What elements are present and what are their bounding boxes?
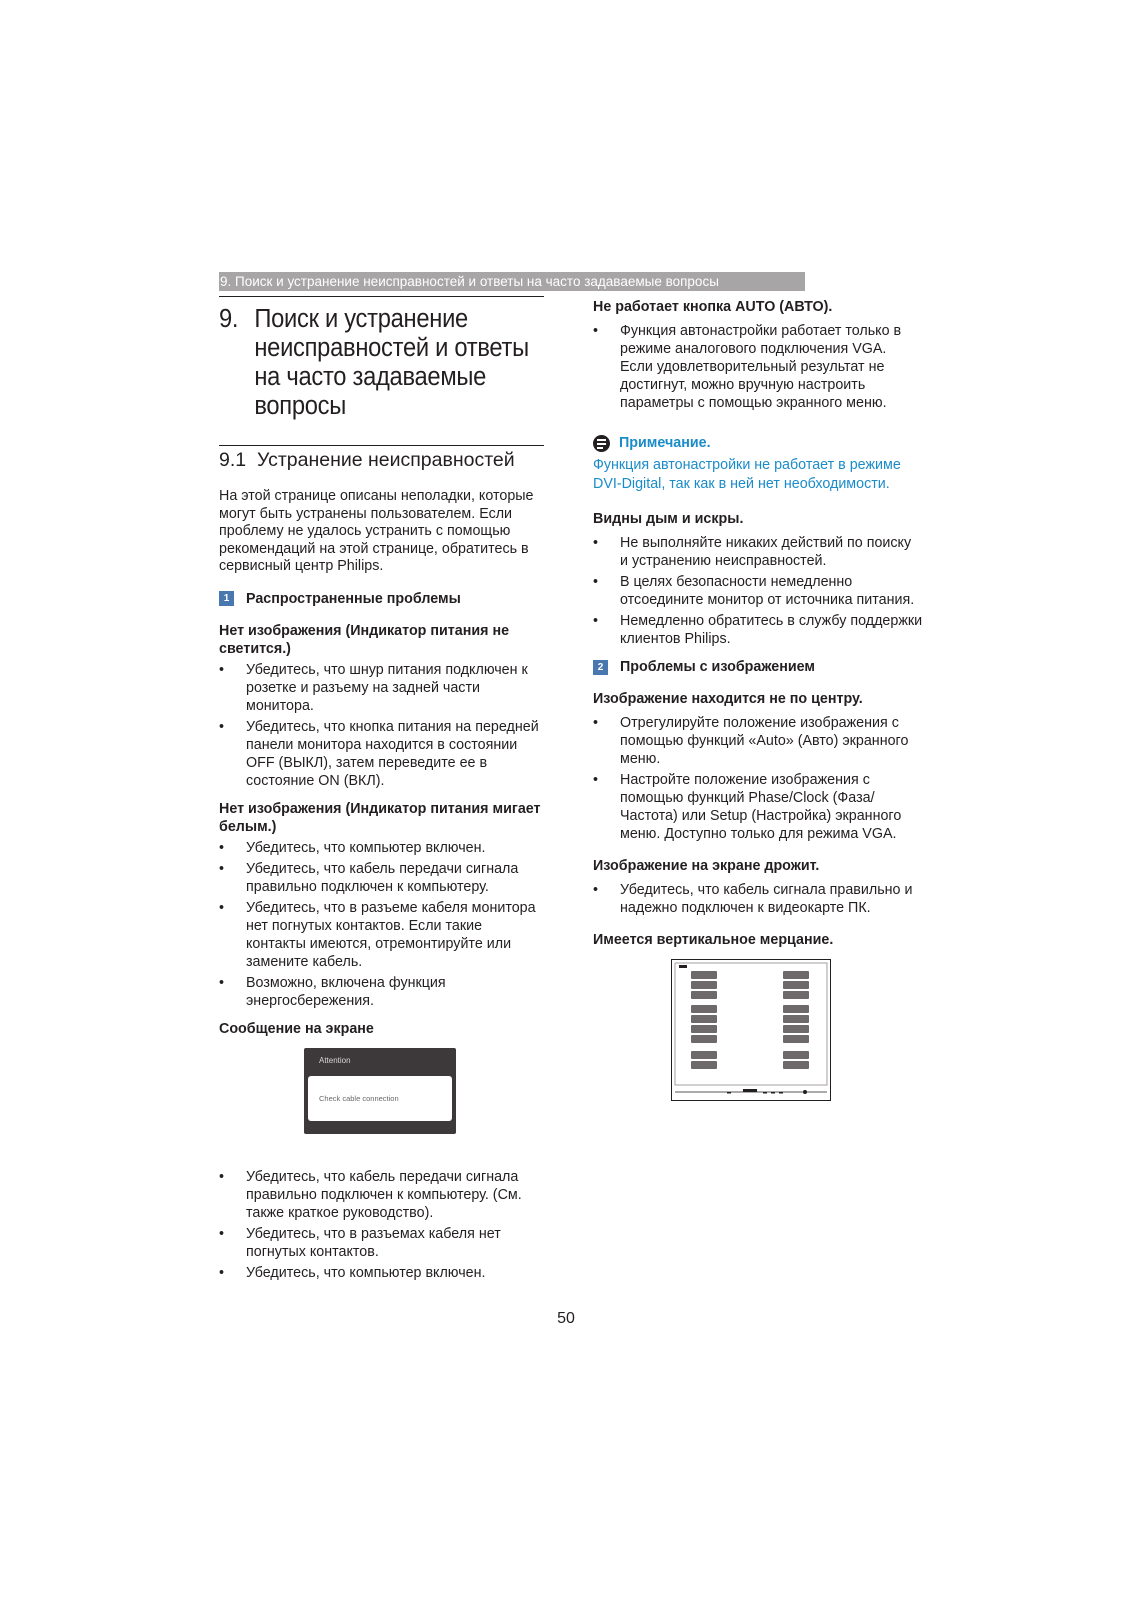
bullet: • (593, 772, 599, 788)
list-item: • Убедитесь, что кабель сигнала правильно и надежно подключен к видеокарте ПК. (593, 882, 913, 916)
question-title: Не работает кнопка AUTO (АВТО). (593, 299, 833, 315)
question-title: Нет изображения (Индикатор питания мигает белым.) (219, 800, 541, 835)
section-title-text: Устранение неисправностей (257, 449, 515, 471)
note-title: Примечание. (619, 435, 711, 451)
bullet-list (593, 322, 923, 412)
question-title: Имеется вертикальное мерцание. (593, 932, 834, 948)
bullet: • (219, 839, 225, 856)
list-item: • Функция автонастройки работает только в режиме аналогового подключения VGA. Если удовлетворительный результат не достигнут, можно вручную настроить параметры с помощью экранного меню. (593, 323, 902, 411)
list-item: • Убедитесь, что компьютер включен. (219, 1264, 486, 1281)
osd-message: Check cable connection (319, 1093, 399, 1103)
list-item: • Возможно, включена функция энергосбережения. (219, 974, 446, 1009)
right-column (593, 298, 923, 1102)
note-text: Функция автонастройки не работает в режиме DVI-Digital, так как в ней нет необходимости. (593, 457, 901, 492)
bullet-list (593, 534, 923, 648)
bullet: • (219, 1264, 225, 1281)
list-item: • Убедитесь, что кабель передачи сигнала правильно подключен к компьютеру. (См. также краткое руководство). (219, 1168, 522, 1221)
question-title: Сообщение на экране (219, 1020, 374, 1037)
bullet-list (219, 661, 544, 790)
list-item: • Убедитесь, что компьютер включен. (219, 839, 486, 856)
bullet: • (219, 1225, 225, 1242)
bullet: • (593, 535, 599, 551)
bullet-list (593, 714, 923, 843)
left-column (219, 296, 544, 1292)
question-title: Нет изображения (Индикатор питания не светится.) (219, 622, 510, 657)
bullet: • (593, 574, 599, 590)
bullet: • (219, 1168, 225, 1185)
bullet-list (219, 839, 544, 1010)
bullet: • (593, 715, 599, 731)
group2-title: Проблемы с изображением (620, 659, 816, 675)
bullet: • (593, 882, 599, 898)
bullet: • (219, 661, 225, 678)
bullet: • (219, 860, 225, 877)
list-item: • Убедитесь, что в разъеме кабеля монитора нет погнутых контактов. Если такие контакты имеются, отремонтируйте или замените кабель. (219, 899, 536, 970)
list-item: • Убедитесь, что кабель передачи сигнала правильно подключен к компьютеру. (219, 860, 519, 895)
question-title: Изображение на экране дрожит. (593, 858, 820, 874)
bullet: • (219, 718, 225, 735)
flicker-illustration (671, 959, 831, 1102)
list-item: • Убедитесь, что в разъемах кабеля нет погнутых контактов. (219, 1225, 501, 1260)
group1-title: Распространенные проблемы (246, 590, 461, 607)
section-number: 9.1 (219, 449, 247, 471)
page-number: 50 (557, 1310, 575, 1327)
bullet: • (219, 899, 225, 916)
question-title: Видны дым и искры. (593, 511, 744, 527)
running-header: 9. Поиск и устранение неисправностей и ответы на часто задаваемые вопросы (219, 272, 805, 291)
chapter-title-text: Поиск и устранение неисправностей и ответы на часто задаваемые вопросы (254, 305, 529, 420)
bullet: • (593, 323, 599, 339)
group1-badge: 1 (219, 591, 234, 606)
osd-dialog (304, 1048, 456, 1134)
bullet: • (219, 974, 225, 991)
monitor-flicker-image (671, 959, 831, 1102)
list-item: • Немедленно обратитесь в службу поддержки клиентов Philips. (593, 613, 923, 647)
list-item: • Настройте положение изображения с помощью функций Phase/Clock (Фаза/Частота) или Setup (Настройка) экранного меню. Доступно только для режима VGA. (593, 772, 902, 842)
list-item: • Убедитесь, что кнопка питания на передней панели монитора находится в состоянии OFF (ВЫКЛ), затем переведите ее в состояние ON (ВКЛ). (219, 718, 539, 789)
osd-message-box (308, 1076, 452, 1121)
list-item: • Убедитесь, что шнур питания подключен к розетке и разъему на задней части монитора. (219, 661, 528, 714)
group2-badge: 2 (593, 660, 608, 675)
bullet: • (593, 613, 599, 629)
intro-paragraph: На этой странице описаны неполадки, которые могут быть устранены пользователем. Если проблему не удалось устранить с помощью рекомендаций на этой странице, обратитесь в сервисный центр Philips. (219, 488, 534, 575)
list-item: • Отрегулируйте положение изображения с помощью функций «Auto» (Авто) экранного меню. (593, 715, 909, 767)
chapter-title (219, 297, 540, 421)
list-item: • В целях безопасности немедленно отсоедините монитор от источника питания. (593, 574, 915, 608)
bullet-list (219, 1168, 544, 1282)
osd-title: Attention (319, 1055, 351, 1065)
note-heading (593, 434, 923, 452)
group1-heading (219, 590, 544, 608)
group2-heading (593, 658, 923, 676)
osd-illustration (219, 1048, 544, 1152)
note-icon (593, 435, 610, 452)
chapter-number: 9. (219, 305, 239, 333)
list-item: • Не выполняйте никаких действий по поиску и устранению неисправностей. (593, 535, 912, 569)
section-title (219, 446, 544, 472)
bullet-list (593, 881, 923, 917)
question-title: Изображение находится не по центру. (593, 691, 863, 707)
